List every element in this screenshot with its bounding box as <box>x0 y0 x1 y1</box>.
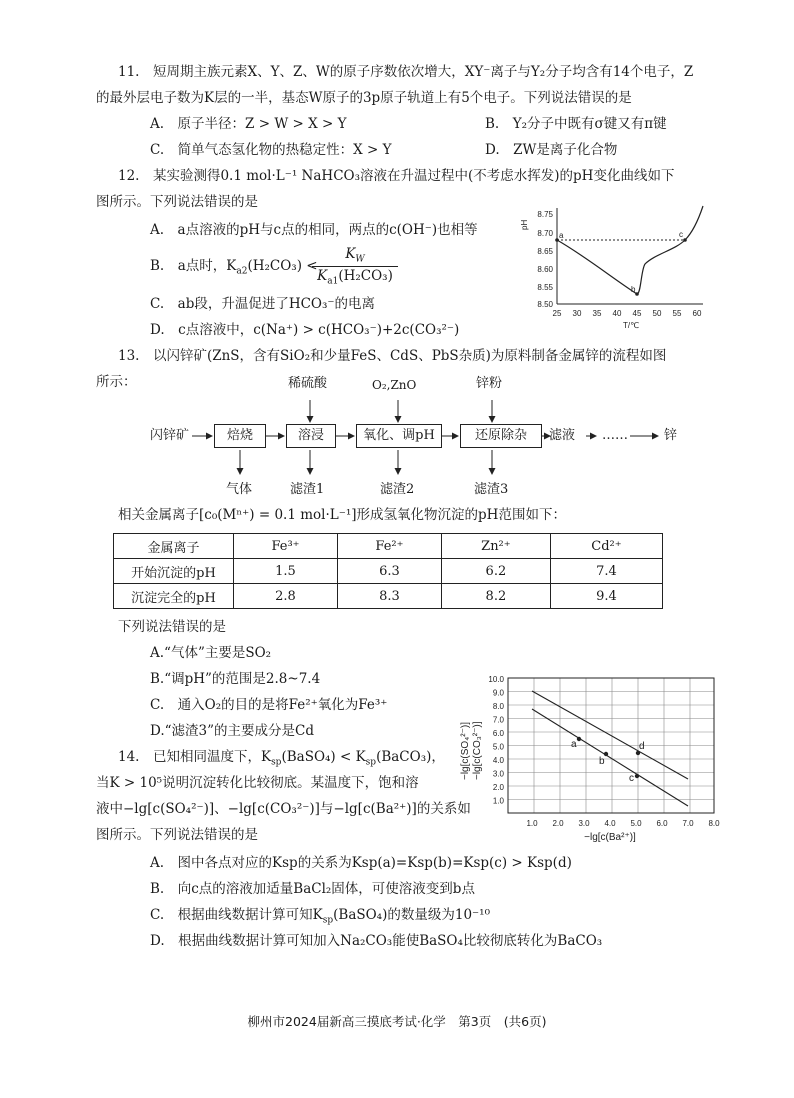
q12-option-c: C. ab段，升温促进了HCO₃⁻的电离 <box>150 296 376 312</box>
ph-ytick: 8.70 <box>537 229 553 238</box>
q14-option-a: A. 图中各点对应的Ksp的关系为Ksp(a)=Ksp(b)=Ksp(c) > Ksp(d) <box>150 855 572 871</box>
q12-b-fraction <box>312 246 398 288</box>
flow-step-leach: 溶浸 <box>286 424 336 448</box>
q14-stem-line2: 当K > 10⁵说明沉淀转化比较彻底。某温度下，饱和溶 <box>96 775 419 791</box>
table-row <box>114 584 663 609</box>
page-footer: 柳州市2024届新高三摸底考试·化学 第3页 (共6页) <box>247 1014 547 1029</box>
flow-product-zinc: 锌 <box>664 428 678 443</box>
flow-step-reduce: 还原除杂 <box>460 424 542 448</box>
ksp-ytick: 4.0 <box>492 756 504 765</box>
table-cell: 沉淀完全的pH <box>114 584 234 609</box>
precipitation-ph-table <box>113 533 663 609</box>
ph-xtick: 50 <box>652 309 662 318</box>
ph-label-b: b <box>631 285 636 294</box>
ksp-label-a: a <box>571 739 577 750</box>
q12-b-prefix: B. a点时，K <box>150 258 237 274</box>
ksp-ytick: 10.0 <box>488 675 504 684</box>
table-header-cell: Fe²⁺ <box>337 534 441 559</box>
q12-b-mid: (H₂CO₃) < <box>247 258 318 274</box>
ph-xtick: 45 <box>632 309 642 318</box>
ksp-xtick: 1.0 <box>526 819 538 828</box>
q11-option-b: B. Y₂分子中既有σ键又有π键 <box>485 116 667 132</box>
ksp-label-d: d <box>639 741 645 752</box>
flow-output-residue1: 滤渣1 <box>290 482 325 497</box>
q11-stem-line1: 11. 短周期主族元素X、Y、Z、W的原子序数依次增大，XY⁻离子与Y₂分子均含有14个电子，Z <box>118 64 694 80</box>
q14-option-d: D. 根据曲线数据计算可知加入Na₂CO₃能使BaSO₄比较彻底转化为BaCO₃ <box>150 933 603 949</box>
ksp-ytick: 6.0 <box>492 729 504 738</box>
table-header-cell: Fe³⁺ <box>234 534 338 559</box>
ksp-point-c <box>635 774 639 778</box>
ksp-point-a <box>577 737 581 741</box>
q12-option-b <box>150 258 318 277</box>
q14-option-b: B. 向c点的溶液加适量BaCl₂固体，可使溶液变到b点 <box>150 881 475 897</box>
ph-ytick: 8.75 <box>537 210 553 219</box>
ph-ytick: 8.60 <box>537 265 553 274</box>
ph-point-b <box>635 292 639 296</box>
flow-step-roast: 焙烧 <box>214 424 266 448</box>
ph-label-c: c <box>679 230 683 239</box>
flow-output-residue2: 滤渣2 <box>380 482 415 497</box>
ph-ytick: 8.55 <box>537 283 553 292</box>
ksp-ylabel-sulfate: −lg[c(SO₄²⁻)] <box>460 722 471 780</box>
ph-chart-xlabel: T/℃ <box>622 321 640 330</box>
ksp-ytick: 7.0 <box>492 715 504 725</box>
table-cell: 6.2 <box>441 559 550 584</box>
ksp-ytick: 2.0 <box>492 783 504 792</box>
table-cell: 8.3 <box>337 584 441 609</box>
q12-b-sub: a2 <box>236 266 248 277</box>
ksp-xtick: 5.0 <box>630 819 642 828</box>
ph-xtick: 35 <box>592 309 602 318</box>
q13-option-c: C. 通入O₂的目的是将Fe²⁺氧化为Fe³⁺ <box>150 697 388 713</box>
table-cell: 9.4 <box>550 584 662 609</box>
ph-curve <box>557 206 703 294</box>
ksp-label-b: b <box>599 756 605 767</box>
q13-option-a: A.“气体”主要是SO₂ <box>150 645 272 661</box>
ph-ytick: 8.65 <box>537 247 553 256</box>
ksp-label-c: c <box>629 773 634 784</box>
ksp-ytick: 9.0 <box>492 688 504 698</box>
q12-stem-line2: 图所示。下列说法错误的是 <box>96 194 258 210</box>
q13-stem-line1: 13. 以闪锌矿(ZnS，含有SiO₂和少量FeS、CdS、PbS杂质)为原料制备金属锌的流程如图 <box>118 348 667 364</box>
flow-reagent-zinc-powder: 锌粉 <box>476 376 503 391</box>
table-cell: 6.3 <box>337 559 441 584</box>
q11-option-a: A. 原子半径：Z > W > X > Y <box>150 116 347 132</box>
ksp-xlabel: −lg[c(Ba²⁺)] <box>584 832 636 843</box>
table-cell: 2.8 <box>234 584 338 609</box>
q14-stem-line3: 液中−lg[c(SO₄²⁻)]、−lg[c(CO₃²⁻)]与−lg[c(Ba²⁺)]的关系如 <box>96 801 471 817</box>
ksp-xtick: 6.0 <box>656 819 668 828</box>
q12-option-d: D. c点溶液中，c(Na⁺) > c(HCO₃⁻)+2c(CO₃²⁻) <box>150 322 460 338</box>
table-cell: 7.4 <box>550 559 662 584</box>
q13-table-intro: 相关金属离子[c₀(Mⁿ⁺) = 0.1 mol·L⁻¹]形成氢氧化物沉淀的pH范围如下： <box>118 507 566 523</box>
flow-output-residue3: 滤渣3 <box>474 482 509 497</box>
q11-option-c: C. 简单气态氢化物的热稳定性：X > Y <box>150 142 392 158</box>
table-cell: 1.5 <box>234 559 338 584</box>
q12-stem-line1: 12. 某实验测得0.1 mol·L⁻¹ NaHCO₃溶液在升温过程中(不考虑水挥发)的pH变化曲线如下 <box>118 168 675 184</box>
flow-output-gas: 气体 <box>226 482 253 497</box>
flow-reagent-acid: 稀硫酸 <box>288 376 328 391</box>
ksp-ylabel-carbonate: −lg[c(CO₃²⁻)] <box>472 721 483 780</box>
ph-xtick: 55 <box>672 309 682 318</box>
table-cell: 开始沉淀的pH <box>114 559 234 584</box>
ksp-xtick: 8.0 <box>708 819 720 828</box>
ph-xtick: 40 <box>612 309 622 318</box>
q12-b-numerator: $K_W$ <box>345 246 365 265</box>
q14-option-c: C. 根据曲线数据计算可知$K_{sp}(BaSO_4)$的数量级为10⁻¹⁰ <box>150 907 490 926</box>
flow-filtrate: 滤液 <box>549 428 576 443</box>
q11-option-d: D. ZW是离子化合物 <box>485 142 618 158</box>
flow-input-ore: 闪锌矿 <box>150 428 190 443</box>
flow-reagent-o2-zno: O₂,ZnO <box>372 378 417 392</box>
ksp-line-lower <box>532 709 688 806</box>
ph-chart <box>515 198 715 330</box>
ksp-ytick: 8.0 <box>492 702 504 711</box>
q12-b-denominator: $K_{a1}(H_2CO_3)$ <box>312 266 398 287</box>
table-header-cell: Cd²⁺ <box>550 534 662 559</box>
ksp-xtick: 7.0 <box>682 819 694 828</box>
ksp-xtick: 4.0 <box>604 819 616 828</box>
ph-chart-ylabel: pH <box>520 219 529 230</box>
ksp-ytick: 5.0 <box>492 742 504 752</box>
ksp-ytick: 1.0 <box>492 796 504 806</box>
ksp-chart <box>452 668 720 846</box>
q13-option-b: B.“调pH”的范围是2.8~7.4 <box>150 671 321 687</box>
ksp-ytick: 3.0 <box>492 769 504 779</box>
flow-dots: …… <box>602 428 628 443</box>
q12-option-a: A. a点溶液的pH与c点的相同，两点的c(OH⁻)也相等 <box>150 222 478 238</box>
table-header-row <box>114 534 663 559</box>
ph-point-c <box>683 238 687 242</box>
q13-ask: 下列说法错误的是 <box>118 619 226 635</box>
q13-stem-line2: 所示： <box>96 374 137 390</box>
table-header-cell: 金属离子 <box>114 534 234 559</box>
ph-xtick: 60 <box>692 309 702 318</box>
ksp-chart-grid <box>508 678 714 813</box>
ksp-line-upper <box>532 691 688 779</box>
q14-stem-line1: 14. 已知相同温度下，$K_{sp}(BaSO_4)$ < $K_{sp}(BaCO_3)$， <box>118 749 445 768</box>
q11-stem-line2: 的最外层电子数为K层的一半，基态W原子的3p原子轨道上有5个电子。下列说法错误的是 <box>96 90 632 106</box>
flow-step-oxidize: 氧化、调pH <box>356 424 442 448</box>
ph-xtick: 25 <box>552 309 562 318</box>
table-header-cell: Zn²⁺ <box>441 534 550 559</box>
table-row <box>114 559 663 584</box>
table-cell: 8.2 <box>441 584 550 609</box>
ksp-xtick: 3.0 <box>578 819 590 828</box>
ph-ytick: 8.50 <box>537 300 553 309</box>
q14-stem-line4: 图所示。下列说法错误的是 <box>96 827 258 843</box>
ksp-xtick: 2.0 <box>552 819 564 828</box>
q13-option-d: D.“滤渣3”的主要成分是Cd <box>150 723 314 739</box>
ph-label-a: a <box>559 231 564 240</box>
ph-xtick: 30 <box>572 309 582 318</box>
